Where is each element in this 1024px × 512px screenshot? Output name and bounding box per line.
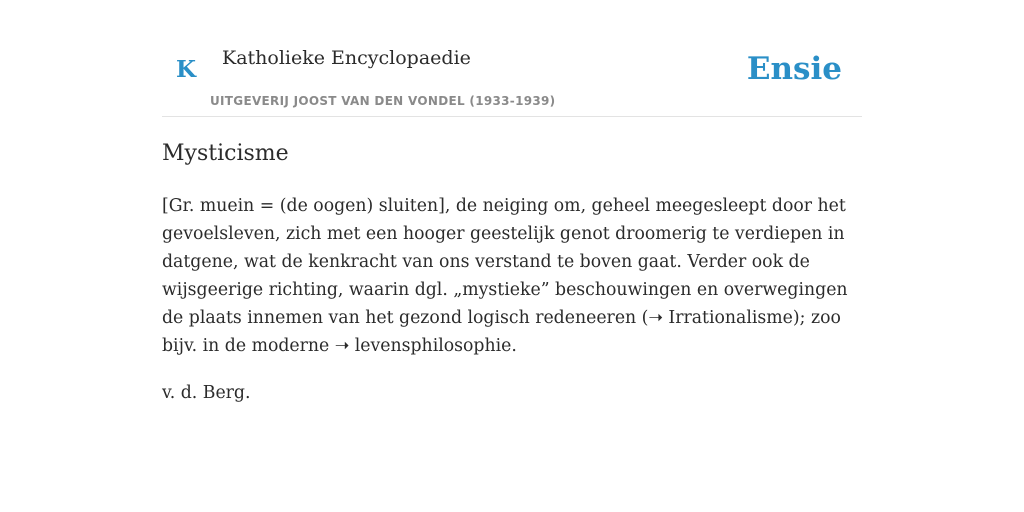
article-text: [Gr. muein = (de oogen) sluiten], de neiging om, geheel meegesleept door het gevoelsleven, zich met een hooger geestelijk genot droomerig te verdiepen in datgene, wat de kenkracht van ons verstand te boven gaat. Verder ook de wijsgeerige richting, waarin dgl. „mystieke” beschouwingen en overwegingen de plaats innemen van het gezond logisch redeneeren ( <box>162 196 848 328</box>
article-author: v. d. Berg. <box>162 383 251 403</box>
xref-link-levensphilosophie[interactable]: ➝ levensphilosophie <box>334 336 512 356</box>
publisher-subtitle: UITGEVERIJ JOOST VAN DEN VONDEL (1933-1939) <box>210 94 556 108</box>
page-container <box>162 0 862 403</box>
xref-link-irrationalisme[interactable]: ➝ Irrationalisme <box>648 308 793 328</box>
site-logo[interactable]: K <box>176 56 196 83</box>
article-title: Mysticisme <box>162 141 289 166</box>
article-text: . <box>511 336 517 356</box>
site-header <box>162 0 862 117</box>
site-title[interactable]: Katholieke Encyclopaedie <box>222 47 471 69</box>
article-text: ); zoo bijv. in de moderne <box>162 308 841 356</box>
brand-logo-link[interactable]: Ensie <box>746 51 842 87</box>
article-body <box>162 192 862 360</box>
